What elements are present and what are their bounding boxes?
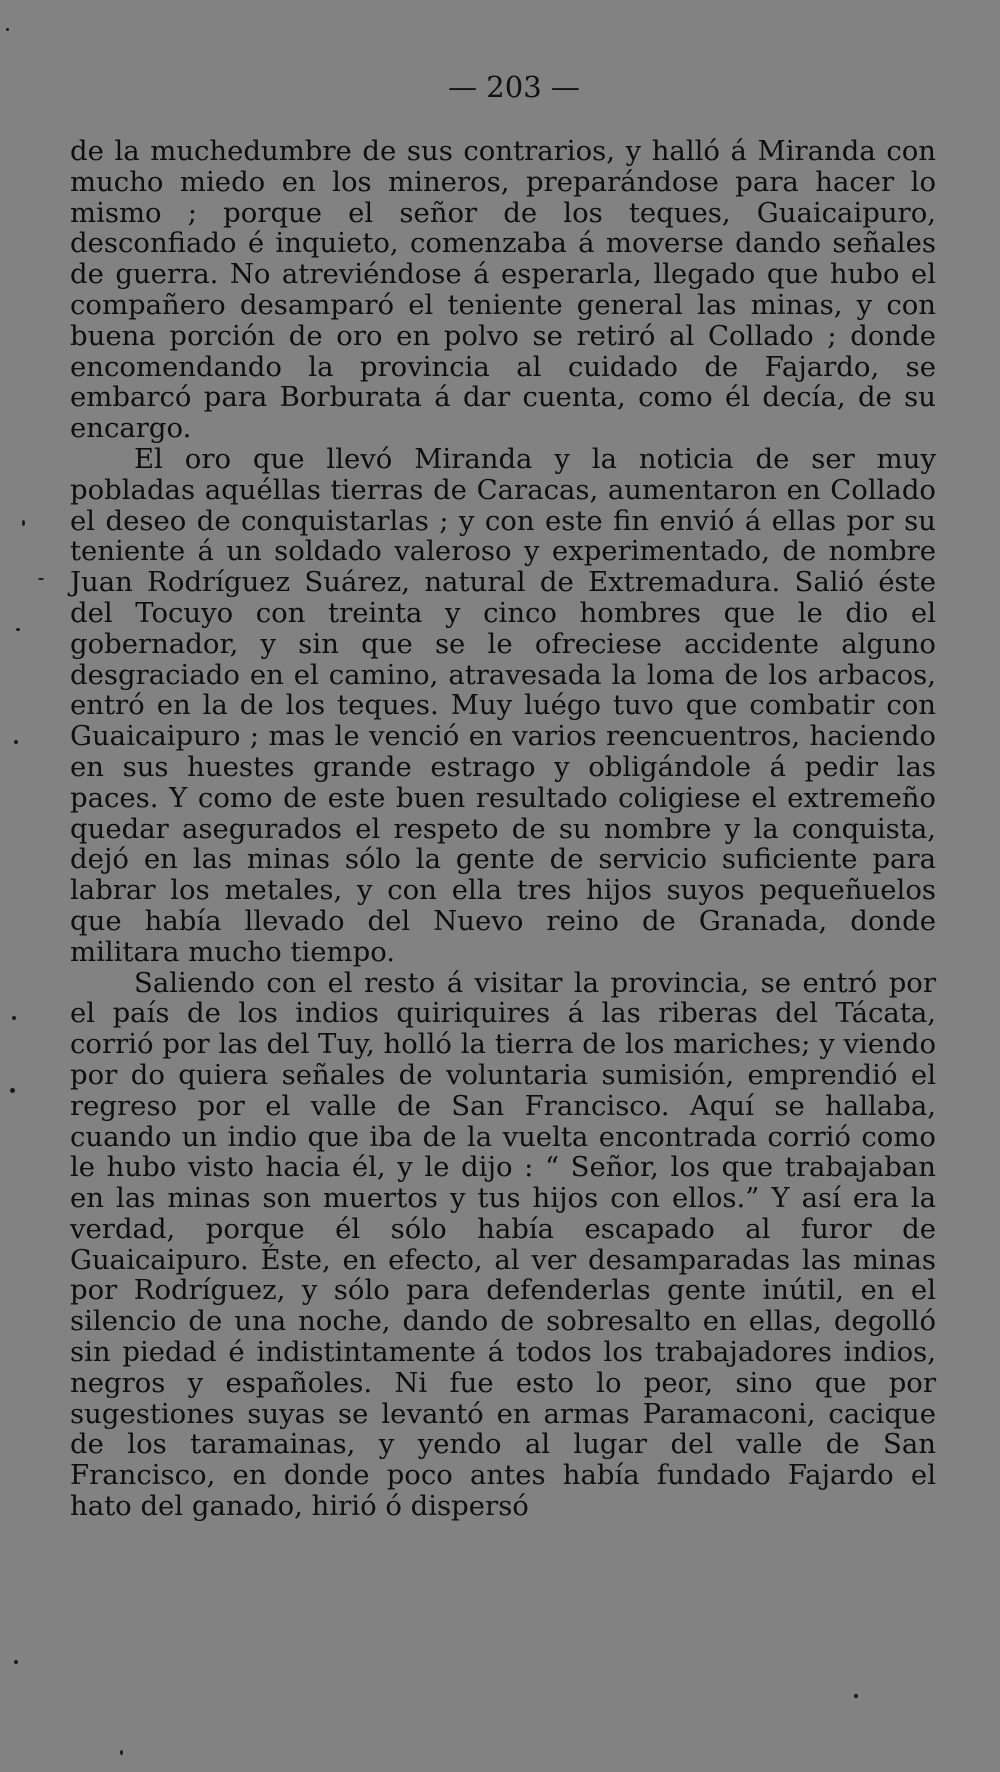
scan-speck bbox=[120, 1750, 123, 1755]
scan-speck bbox=[14, 740, 18, 744]
page-number: — 203 — bbox=[448, 70, 580, 104]
scan-speck bbox=[14, 1660, 18, 1664]
scan-speck bbox=[38, 578, 44, 580]
scan-speck bbox=[10, 1088, 15, 1093]
body-text bbox=[70, 136, 936, 1522]
scan-speck bbox=[854, 1694, 858, 1698]
paragraph-2: El oro que llevó Miranda y la noticia de ser muy pobladas aquéllas tierras de Caracas, aumentaron en Collado el deseo de conquistarlas ; y con este fin envió á ellas por su teniente á un soldado valeroso y experimentado, de nombre Juan Rodríguez Suárez, natural de Extremadura. Salió éste del Tocuyo con treinta y cinco hombres que le dio el gobernador, y sin que se le ofreciese accidente alguno desgraciado en el camino, atravesada la loma de los arbacos, entró en la de los teques. Muy luégo tuvo que combatir con Guaicaipuro ; mas le venció en varios reencuentros, haciendo en sus huestes grande estrago y obligándole á pedir las paces. Y como de este buen resultado coligiese el extremeño quedar asegurados el respeto de su nombre y la conquista, dejó en las minas sólo la gente de servicio suficiente para labrar los metales, y con ella tres hijos suyos pequeñuelos que había llevado del Nuevo reino de Granada, donde militara mucho tiempo. bbox=[70, 442, 936, 968]
scan-speck bbox=[16, 628, 20, 631]
paragraph-3: Saliendo con el resto á visitar la provincia, se entró por el país de los indios quiriquires á las riberas del Tácata, corrió por las del Tuy, holló la tierra de los mariches; y viendo por do quiera señales de voluntaria sumisión, emprendió el regreso por el valle de San Francisco. Aquí se hallaba, cuando un indio que iba de la vuelta encontrada corrió como le hubo visto hacia él, y le dijo : “ Señor, los que trabajaban en las minas son muertos y tus hijos con ellos.” Y así era la verdad, porque él sólo había escapado al furor de Guaicaipuro. Éste, en efecto, al ver desamparadas las minas por Rodríguez, y sólo para defenderlas gente inútil, en el silencio de una noche, dando de sobresalto en ellas, degolló sin piedad é indistintamente á todos los trabajadores indios, negros y españoles. Ni fue esto lo peor, sino que por sugestiones suyas se levantó en armas Paramaconi, cacique de los taramainas, y yendo al lugar del valle de San Francisco, en donde poco antes había fundado Fajardo el hato del ganado, hirió ó dispersó bbox=[70, 966, 936, 1523]
paragraph-1: de la muchedumbre de sus contrarios, y halló á Miranda con mucho miedo en los mineros, preparándose para hacer lo mismo ; porque el señor de los teques, Guaicaipuro, desconfiado é inquieto, comenzaba á moverse dando señales de guerra. No atreviéndose á esperarla, llegado que hubo el compañero desamparó el teniente general las minas, y con buena porción de oro en polvo se retiró al Collado ; donde encomendando la provincia al cuidado de Fajardo, se embarcó para Borburata á dar cuenta, como él decía, de su encargo. bbox=[70, 135, 936, 445]
scan-speck bbox=[6, 28, 9, 31]
scan-speck bbox=[12, 1016, 16, 1020]
scan-speck bbox=[22, 520, 25, 526]
